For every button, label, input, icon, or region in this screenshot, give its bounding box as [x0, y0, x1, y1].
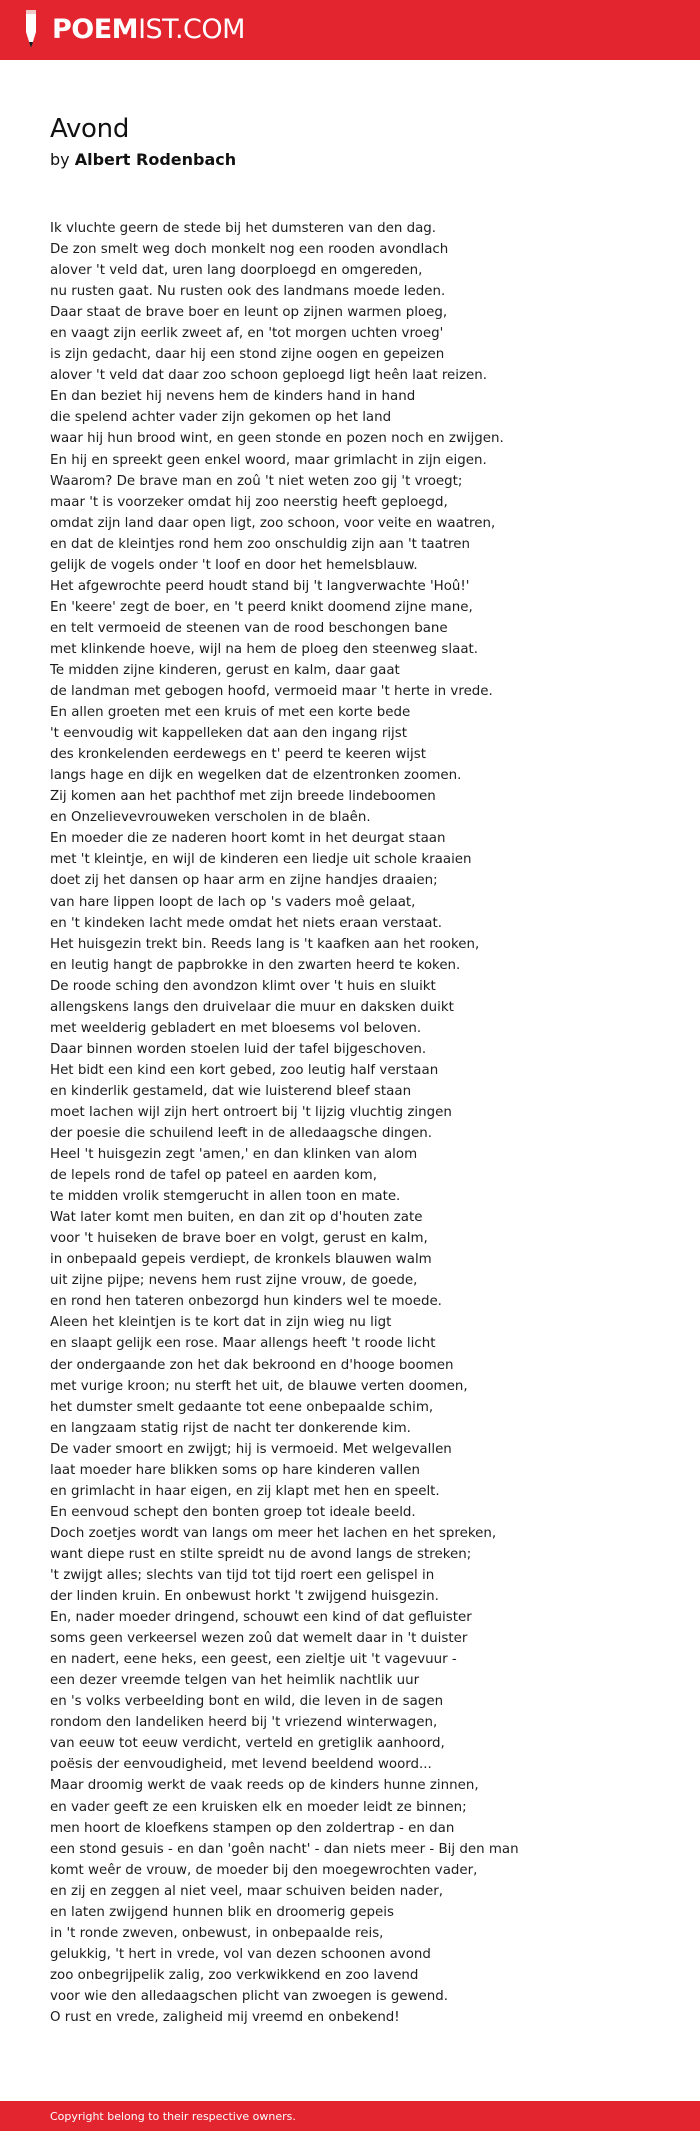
poem-line: en telt vermoeid de steenen van de rood beschongen bane — [50, 620, 448, 636]
site-logo-link[interactable] — [0, 0, 245, 60]
poem-line: En eenvoud schept den bonten groep tot ideale beeld. — [50, 1504, 416, 1520]
poem-line: van eeuw tot eeuw verdicht, verteld en gretiglik aanhoord, — [50, 1736, 445, 1752]
poem-line: der poesie die schuilend leeft in de alledaagsche dingen. — [50, 1126, 433, 1142]
poem-line: Ik vluchte geern de stede bij het dumsteren van den dag. — [50, 221, 437, 236]
logo-text-bold: POEM — [52, 14, 139, 45]
poem-line: waar hij hun brood wint, en geen stonde en pozen noch en zwijgen. — [50, 431, 504, 447]
author-link[interactable]: Albert Rodenbach — [74, 150, 237, 169]
poem-line: de lepels rond de tafel op pateel en aarden kom, — [50, 1168, 377, 1184]
poem-line: moet lachen wijl zijn hert ontroert bij 't lijzig vluchtig zingen — [50, 1104, 452, 1120]
poem-line: met klinkende hoeve, wijl na hem de ploeg den steenweg slaat. — [50, 641, 479, 657]
poem-line: en vader geeft ze een kruisken elk en moeder leidt ze binnen; — [50, 1799, 467, 1815]
author-name — [75, 150, 236, 169]
poem-line: doet zij het dansen op haar arm en zijne handjes draaien; — [50, 873, 438, 889]
byline-by-label: by — [50, 150, 70, 169]
poem-line: het dumster smelt gedaante tot eene onbepaalde schim, — [50, 1399, 434, 1415]
poem-line: der linden kruin. En onbewust horkt 't zwijgend huisgezin. — [50, 1589, 439, 1605]
poem-line: en Onzelievevrouweken verscholen in de blaên. — [50, 810, 371, 826]
footer-copyright: Copyright belong to their respective owners. — [50, 2109, 296, 2123]
poem-line: Aleen het kleintjen is te kort dat in zijn wieg nu ligt — [50, 1315, 392, 1331]
poem-line: Het bidt een kind een kort gebed, zoo leutig half verstaan — [50, 1062, 439, 1078]
poem-line: Het afgewrochte peerd houdt stand bij 't langverwachte 'Hoû!' — [50, 578, 470, 594]
poem-line: voor wie den alledaagschen plicht van zwoegen is gewend. — [50, 1988, 449, 2004]
poem-line: allengskens langs den druivelaar die muur en daksken duikt — [50, 999, 454, 1015]
poem-line: 't eenvoudig wit kappelleken dat aan den ingang rijst — [50, 726, 407, 742]
poem-line: die spelend achter vader zijn gekomen op het land — [50, 410, 392, 426]
poem-line: de landman met gebogen hoofd, vermoeid maar 't herte in vrede. — [50, 684, 493, 700]
poem-line: uit zijne pijpe; nevens hem rust zijne vrouw, de goede, — [50, 1273, 418, 1289]
poem-line: maar 't is voorzeker omdat hij zoo neerstig heeft geploegd, — [50, 494, 448, 510]
poem-line: omdat zijn land daar open ligt, zoo schoon, voor veite en waatren, — [50, 515, 496, 531]
poem-line: van hare lippen loopt de lach op 's vaders moê gelaat, — [50, 894, 416, 910]
poem-line: gelukkig, 't hert in vrede, vol van dezen schoonen avond — [50, 1946, 431, 1962]
poem-line: te midden vrolik stemgerucht in allen toon en mate. — [50, 1189, 401, 1205]
poem-line: 't zwijgt alles; slechts van tijd tot tijd roert een gelispel in — [50, 1568, 435, 1583]
poem-line: poësis der eenvoudigheid, met levend beeldend woord... — [50, 1757, 432, 1773]
poem-line: En, nader moeder dringend, schouwt een kind of dat gefluister — [50, 1610, 472, 1626]
footer-bar — [0, 2101, 700, 2131]
poem-line: en slaapt gelijk een rose. Maar allengs heeft 't roode licht — [50, 1336, 436, 1352]
poem-line: De zon smelt weg doch monkelt nog een rooden avondlach — [50, 242, 449, 258]
poem-line: komt weêr de vrouw, de moeder bij den moegewrochten vader, — [50, 1862, 478, 1878]
poem-line: en zij en zeggen al niet veel, maar schuiven beiden nader, — [50, 1883, 443, 1899]
poem-line: in onbepaald gepeis verdiept, de kronkels blauwen walm — [50, 1252, 432, 1268]
poem-line: Maar droomig werkt de vaak reeds op de kinders hunne zinnen, — [50, 1778, 479, 1794]
poem-line: gelijk de vogels onder 't loof en door het hemelsblauw. — [50, 557, 418, 573]
poem-line: in 't ronde zweven, onbewust, in onbepaalde reis, — [50, 1925, 384, 1941]
poem-line: en 's volks verbeelding bont en wild, die leven in de sagen — [50, 1694, 444, 1710]
top-bar — [0, 0, 700, 60]
poem-line: een dezer vreemde telgen van het heimlik nachtlik uur — [50, 1673, 420, 1689]
poem-line: En allen groeten met een kruis of met een korte bede — [50, 705, 411, 721]
poem-line: Doch zoetjes wordt van langs om meer het lachen en het spreken, — [50, 1525, 497, 1541]
byline — [50, 149, 660, 171]
poem-line: met weelderig gebladert en met bloesems vol beloven. — [50, 1020, 422, 1036]
poem-line: des kronkelenden eerdewegs en t' peerd te keeren wijst — [50, 747, 426, 763]
logo-text-light: IST.COM — [138, 14, 245, 45]
poem-line: Heel 't huisgezin zegt 'amen,' en dan klinken van alom — [50, 1147, 418, 1163]
poem-line: Daar binnen worden stoelen luid der tafel bijgeschoven. — [50, 1041, 427, 1057]
poem-line: is zijn gedacht, daar hij een stond zijne oogen en gepeizen — [50, 347, 445, 363]
poem-line: alover 't veld dat, uren lang doorploegd en omgereden, — [50, 263, 423, 279]
poem-line: langs hage en dijk en wegelken dat de elzentronken zoomen. — [50, 768, 462, 784]
poem-line: en vaagt zijn eerlik zweet af, en 'tot morgen uchten vroeg' — [50, 326, 444, 342]
site-logo-text — [52, 0, 245, 60]
poem-line: Wat later komt men buiten, en dan zit op d'houten zate — [50, 1210, 423, 1226]
poem-line: der ondergaande zon het dak bekroond en d'hooge boomen — [50, 1357, 454, 1373]
poem-line: zoo onbegrijpelik zalig, zoo verkwikkend en zoo lavend — [50, 1967, 419, 1983]
poem-body — [50, 218, 660, 2028]
poem-line: en langzaam statig rijst de nacht ter donkerende kim. — [50, 1420, 411, 1436]
poem-line: Waarom? De brave man en zoû 't niet weten zoo gij 't vroegt; — [50, 473, 463, 489]
poem-line: en laten zwijgend hunnen blik en droomerig gepeis — [50, 1904, 394, 1920]
poem-line: Zij komen aan het pachthof met zijn breede lindeboomen — [50, 789, 436, 805]
poem-line: Te midden zijne kinderen, gerust en kalm, daar gaat — [50, 662, 400, 678]
poem-line: De roode sching den avondzon klimt over 't huis en sluikt — [50, 978, 436, 994]
poem-line: soms geen verkeersel wezen zoû dat wemelt daar in 't duister — [50, 1631, 468, 1647]
poem-line: De vader smoort en zwijgt; hij is vermoeid. Met welgevallen — [50, 1441, 452, 1457]
poem-line: en grimlacht in haar eigen, en zij klapt met hen en speelt. — [50, 1483, 440, 1499]
poem-line: Het huisgezin trekt bin. Reeds lang is 't kaafken aan het rooken, — [50, 936, 480, 952]
poem-line: en dat de kleintjes rond hem zoo onschuldig zijn aan 't taatren — [50, 536, 470, 552]
poem-line: en rond hen tateren onbezorgd hun kinders wel te moede. — [50, 1294, 442, 1310]
poem-line: men hoort de kloefkens stampen op den zoldertrap - en dan — [50, 1820, 455, 1836]
pencil-icon — [18, 8, 44, 52]
poem-line: met 't kleintje, en wijl de kinderen een liedje uit schole kraaien — [50, 852, 472, 868]
poem-line: en kinderlik gestameld, dat wie luisterend bleef staan — [50, 1083, 412, 1099]
poem-line: En dan beziet hij nevens hem de kinders hand in hand — [50, 389, 416, 405]
poem-line: want diepe rust en stilte spreidt nu de avond langs de streken; — [50, 1546, 472, 1562]
poem-line: en nadert, eene heks, een geest, een zieltje uit 't vagevuur - — [50, 1652, 457, 1668]
poem-line: laat moeder hare blikken soms op hare kinderen vallen — [50, 1462, 420, 1478]
poem-header — [50, 112, 660, 171]
poem-line: En moeder die ze naderen hoort komt in het deurgat staan — [50, 831, 446, 847]
poem-title: Avond — [50, 114, 130, 144]
poem-line: Daar staat de brave boer en leunt op zijnen warmen ploeg, — [50, 305, 448, 321]
poem-line: nu rusten gaat. Nu rusten ook des landmans moede leden. — [50, 284, 446, 300]
poem-line: alover 't veld dat daar zoo schoon geploegd ligt heên laat reizen. — [50, 368, 487, 384]
poem-line: en 't kindeken lacht mede omdat het niets eraan verstaat. — [50, 915, 443, 931]
poem-line: met vurige kroon; nu sterft het uit, de blauwe verten doomen, — [50, 1378, 468, 1394]
poem-line: voor 't huiseken de brave boer en volgt, gerust en kalm, — [50, 1231, 428, 1247]
poem-line: rondom den landeliken heerd bij 't vriezend winterwagen, — [50, 1715, 438, 1731]
poem-line: een stond gesuis - en dan 'goên nacht' - dan niets meer - Bij den man — [50, 1841, 519, 1857]
poem-line: O rust en vrede, zaligheid mij vreemd en onbekend! — [50, 2009, 400, 2025]
poem-line: En 'keere' zegt de boer, en 't peerd knikt doomend zijne mane, — [50, 599, 473, 615]
poem-line: en leutig hangt de papbrokke in den zwarten heerd te koken. — [50, 957, 461, 973]
poem-line: En hij en spreekt geen enkel woord, maar grimlacht in zijn eigen. — [50, 452, 487, 468]
